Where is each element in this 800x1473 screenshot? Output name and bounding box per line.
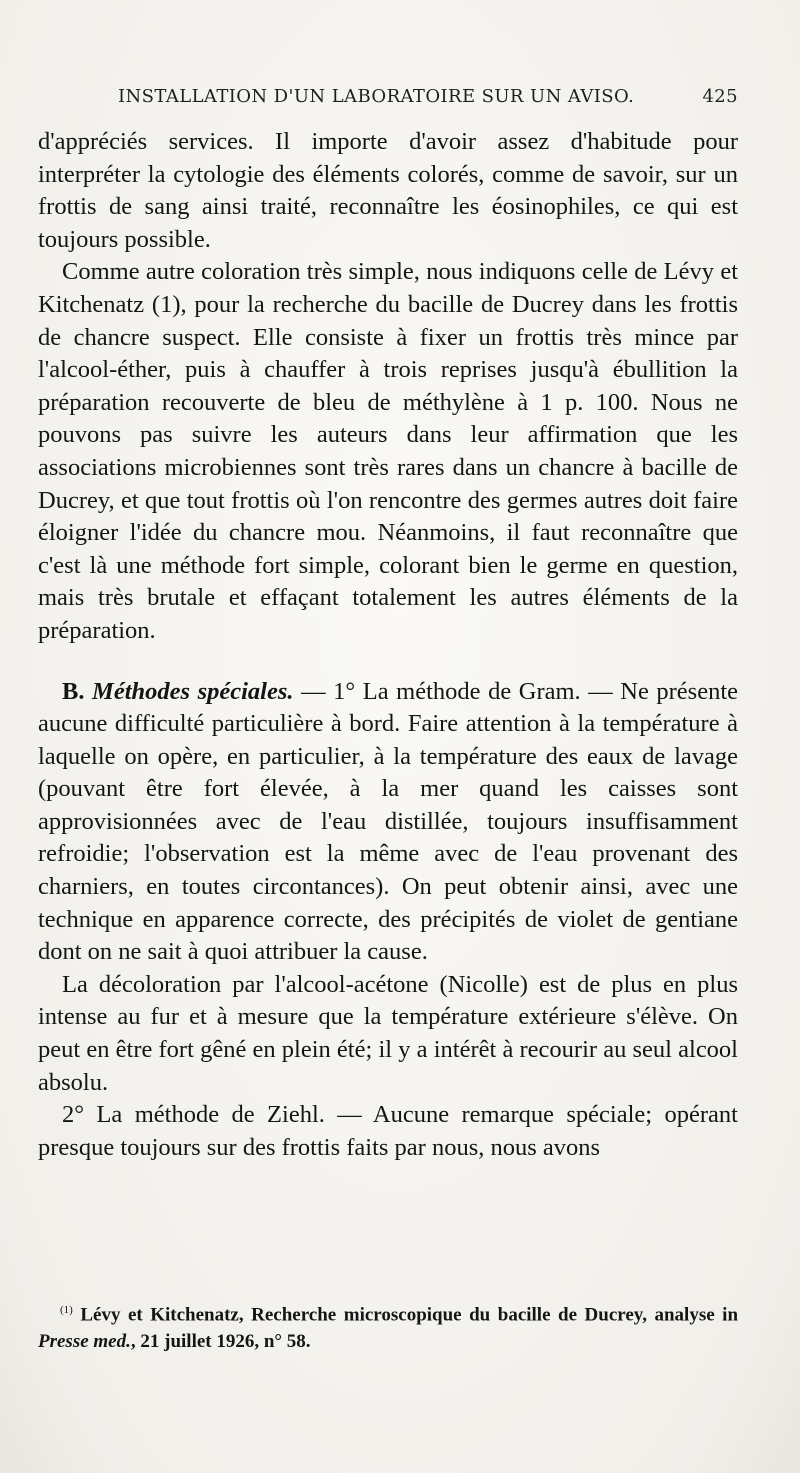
- paragraph-5: 2° La méthode de Ziehl. — Aucune remarque spéciale; opérant presque toujours sur des frottis faits par nous, nous avons: [38, 1101, 738, 1161]
- footnote-text-b: , 21 juillet 1926, n° 58.: [130, 1331, 311, 1353]
- paragraph-3-text: — 1° La méthode de Gram. — Ne présente aucune difficulté particulière à bord. Faire attention à la température à laquelle on opère, en particulier, à la température des eaux de lavage (pouvant être fort élevée, à la mer quand les caisses sont approvisionnées avec de l'eau distillée, toujours insuffisamment refroidie; l'observation est la même avec de l'eau provenant des charniers, en toutes circontances). On peut obtenir ainsi, avec une technique en apparence correcte, des précipités de violet de gentiane dont on ne sait à quoi attribuer la cause.: [38, 677, 739, 966]
- section-heading: Méthodes spéciales.: [92, 677, 294, 705]
- footnote-text: [38, 1297, 738, 1355]
- paragraph-3: [38, 676, 738, 969]
- paragraph-1: d'appréciés services. Il importe d'avoir assez d'habitude pour interpréter la cytologie des éléments colorés, comme de savoir, sur un frottis de sang ainsi traité, reconnaître les éosinophiles, ce qui est toujours possible.: [38, 128, 738, 253]
- footnote-text-a: Lévy et Kitchenatz, Recherche microscopique du bacille de Ducrey, analyse in: [80, 1304, 739, 1326]
- section-gap: [38, 648, 738, 676]
- footnote-journal: Presse med.: [38, 1331, 131, 1353]
- running-title: INSTALLATION D'UN LABORATOIRE SUR UN AVISO.: [118, 86, 635, 107]
- footnote-marker: (1): [60, 1304, 73, 1316]
- main-text: [38, 126, 738, 1164]
- paragraph-2: Comme autre coloration très simple, nous indiquons celle de Lévy et Kitchenatz (1), pour la recherche du bacille de Ducrey dans les frottis de chancre suspect. Elle consiste à fixer un frottis très mince par l'alcool-éther, puis à chauffer à trois reprises jusqu'à ébullition la préparation recouverte de bleu de méthylène à 1 p. 100. Nous ne pouvons pas suivre les auteurs dans leur affirmation que les associations microbiennes sont très rares dans un chancre à bacille de Ducrey, et que tout frottis où l'on rencontre des germes autres doit faire éloigner l'idée du chancre mou. Néanmoins, il faut reconnaître que c'est là une méthode fort simple, colorant bien le germe en question, mais très brutale et effaçant totalement les autres éléments de la préparation.: [38, 258, 738, 644]
- paragraph-4: La décoloration par l'alcool-acétone (Nicolle) est de plus en plus intense au fur et à mesure que la température extérieure s'élève. On peut en être fort gêné en plein été; il y a intérêt à recourir au seul alcool absolu.: [38, 970, 738, 1096]
- running-header: [118, 86, 738, 114]
- section-label: B.: [62, 677, 85, 705]
- page-number: 425: [702, 86, 738, 107]
- footnote: [38, 1297, 738, 1355]
